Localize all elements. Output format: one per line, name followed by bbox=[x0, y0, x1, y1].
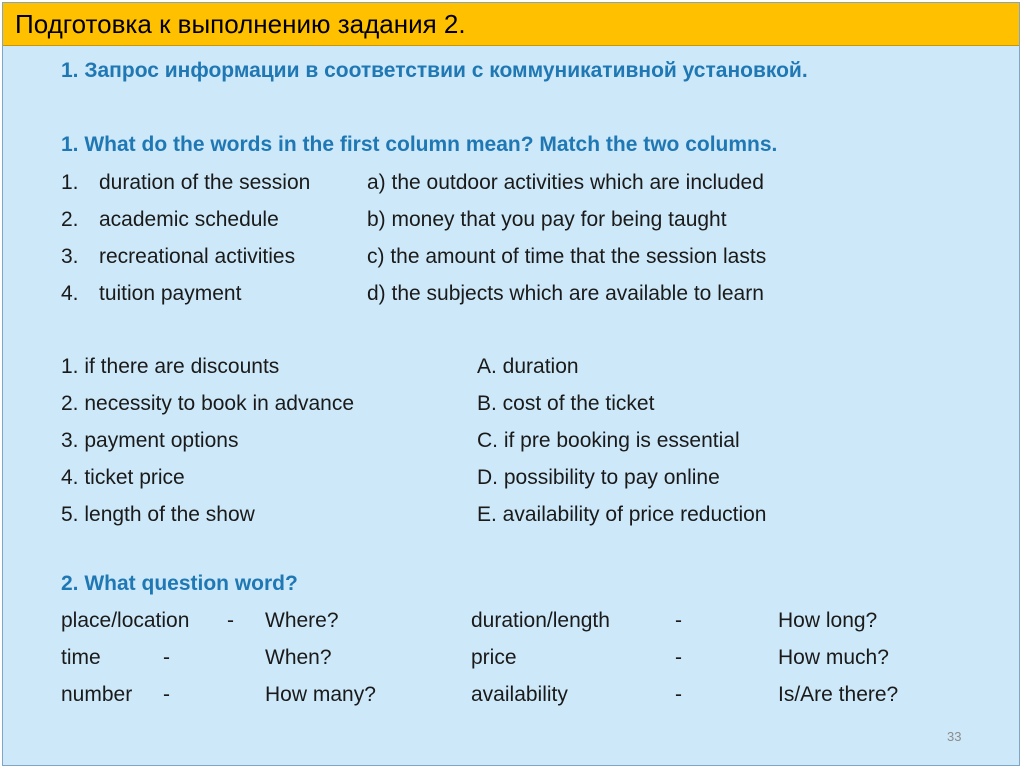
slide-title: Подготовка к выполнению задания 2. bbox=[15, 9, 466, 39]
ex1-num: 1. bbox=[61, 171, 79, 194]
slide-number: 33 bbox=[947, 729, 962, 744]
ex1-term: recreational activities bbox=[99, 245, 296, 268]
qw-question: When? bbox=[265, 646, 332, 669]
ex1-term: tuition payment bbox=[99, 282, 242, 305]
ex1-num: 4. bbox=[61, 282, 79, 305]
slide bbox=[2, 2, 1020, 766]
exercise2-title: 2. What question word? bbox=[61, 572, 298, 595]
qw-word: number bbox=[61, 683, 133, 706]
qw-question: How much? bbox=[778, 646, 889, 669]
match-right-item: A. duration bbox=[477, 355, 579, 378]
match-right-item: D. possibility to pay online bbox=[477, 466, 720, 489]
qw-question: Is/Are there? bbox=[778, 683, 899, 706]
qw-dash: - bbox=[675, 609, 682, 632]
match-left-item: 2. necessity to book in advance bbox=[61, 392, 355, 415]
qw-dash: - bbox=[227, 609, 234, 632]
ex1-num: 3. bbox=[61, 245, 79, 268]
qw-dash: - bbox=[163, 683, 170, 706]
match-right-item: E. availability of price reduction bbox=[477, 503, 767, 526]
ex1-def: b) money that you pay for being taught bbox=[367, 208, 727, 231]
match-right-item: C. if pre booking is essential bbox=[477, 429, 740, 452]
qw-word: availability bbox=[471, 683, 568, 706]
match-left-item: 3. payment options bbox=[61, 429, 239, 452]
ex1-def: d) the subjects which are available to learn bbox=[367, 282, 764, 305]
section-heading: 1. Запрос информации в соответствии с коммуникативной установкой. bbox=[61, 59, 808, 82]
match-left-item: 5. length of the show bbox=[61, 503, 255, 526]
qw-question: How long? bbox=[778, 609, 878, 632]
qw-dash: - bbox=[675, 683, 682, 706]
ex1-def: c) the amount of time that the session lasts bbox=[367, 245, 767, 268]
title-bar bbox=[3, 3, 1019, 46]
ex1-term: duration of the session bbox=[99, 171, 311, 194]
match-left-item: 4. ticket price bbox=[61, 466, 185, 489]
match-left-item: 1. if there are discounts bbox=[61, 355, 280, 378]
ex1-term: academic schedule bbox=[99, 208, 279, 231]
qw-question: How many? bbox=[265, 683, 376, 706]
qw-question: Where? bbox=[265, 609, 339, 632]
qw-dash: - bbox=[163, 646, 170, 669]
qw-word: price bbox=[471, 646, 517, 669]
ex1-num: 2. bbox=[61, 208, 79, 231]
qw-dash: - bbox=[675, 646, 682, 669]
match-right-item: B. cost of the ticket bbox=[477, 392, 655, 415]
exercise1-title: 1. What do the words in the first column mean? Match the two columns. bbox=[61, 133, 778, 156]
qw-word: time bbox=[61, 646, 101, 669]
qw-word: duration/length bbox=[471, 609, 610, 632]
qw-word: place/location bbox=[61, 609, 190, 632]
ex1-def: a) the outdoor activities which are included bbox=[367, 171, 764, 194]
